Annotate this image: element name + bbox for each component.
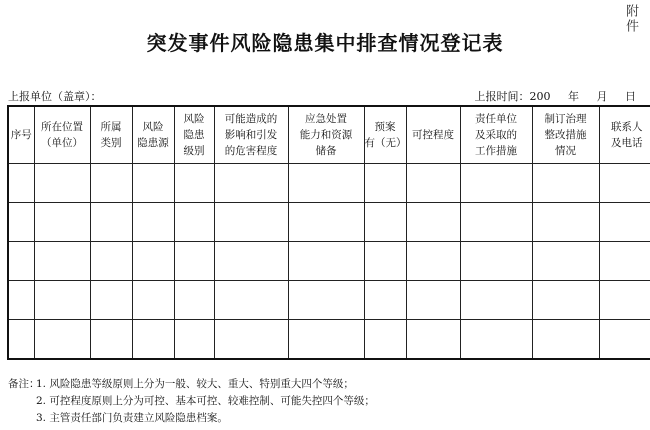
table-cell[interactable] [8,203,34,242]
month-unit: 月 [596,90,608,103]
report-time-field [475,88,636,104]
table-cell[interactable] [214,164,288,203]
table-row [8,203,650,242]
day-unit: 日 [625,90,636,103]
table-body [8,164,650,360]
table-cell[interactable] [532,281,599,320]
report-time-label: 上报时间：200 [474,90,551,103]
table-cell[interactable] [214,203,288,242]
year-unit: 年 [568,90,580,103]
header-impact: 可能造成的 影响和引发 的危害程度 [214,106,288,164]
header-serial-number: 序号 [8,106,34,164]
table-cell[interactable] [460,164,532,203]
table-cell[interactable] [174,242,214,281]
table-cell[interactable] [34,320,90,360]
note-item: 2. 可控程度原则上分为可控、基本可控、较难控制、可能失控四个等级； [36,395,375,407]
table-cell[interactable] [90,164,132,203]
table-cell[interactable] [90,242,132,281]
table-cell[interactable] [599,320,650,360]
table-header-row [8,106,650,164]
reporting-unit-label: 上报单位（盖章）： [8,90,102,103]
table-cell[interactable] [364,320,406,360]
header-contact: 联系人 及电话 [599,106,650,164]
table-cell[interactable] [174,203,214,242]
table-row [8,320,650,360]
table-cell[interactable] [599,242,650,281]
header-category: 所属 类别 [90,106,132,164]
table-cell[interactable] [174,281,214,320]
table-cell[interactable] [34,281,90,320]
header-responsible-unit: 责任单位 及采取的 工作措施 [460,106,532,164]
table-cell[interactable] [599,164,650,203]
table-cell[interactable] [214,320,288,360]
table-row [8,281,650,320]
note-item: 3. 主管责任部门负责建立风险隐患档案。 [36,412,228,424]
table-cell[interactable] [364,203,406,242]
notes-label: 备注： [8,378,40,390]
attachment-label: 附件 [623,4,638,34]
table-cell[interactable] [34,203,90,242]
table-cell[interactable] [460,320,532,360]
table-cell[interactable] [364,242,406,281]
table-cell[interactable] [132,242,174,281]
header-risk-source: 风险 隐患源 [132,106,174,164]
table-cell[interactable] [460,242,532,281]
header-plan: 预案 有（无） [364,106,406,164]
table-cell[interactable] [132,281,174,320]
table-cell[interactable] [174,320,214,360]
table-cell[interactable] [532,203,599,242]
table-cell[interactable] [90,203,132,242]
header-location: 所在位置 （单位） [34,106,90,164]
table-cell[interactable] [532,242,599,281]
table-cell[interactable] [406,203,460,242]
table-cell[interactable] [174,164,214,203]
table-cell[interactable] [8,320,34,360]
table-cell[interactable] [599,281,650,320]
table-cell[interactable] [214,242,288,281]
table-cell[interactable] [34,164,90,203]
header-risk-level: 风险 隐患 级别 [174,106,214,164]
header-response-capacity: 应急处置 能力和资源 储备 [288,106,364,164]
header-controllability: 可控程度 [406,106,460,164]
table-cell[interactable] [8,242,34,281]
table-row [8,242,650,281]
risk-register-table [7,105,650,360]
form-title: 突发事件风险隐患集中排查情况登记表 [146,31,504,55]
table-cell[interactable] [90,281,132,320]
header-remediation: 制订治理 整改措施 情况 [532,106,599,164]
table-cell[interactable] [132,203,174,242]
table-cell[interactable] [288,203,364,242]
table-row [8,164,650,203]
table-cell[interactable] [599,203,650,242]
table-cell[interactable] [288,164,364,203]
table-cell[interactable] [288,281,364,320]
table-cell[interactable] [532,320,599,360]
table-cell[interactable] [364,164,406,203]
table-cell[interactable] [8,281,34,320]
table-cell[interactable] [460,203,532,242]
table-cell[interactable] [214,281,288,320]
table-cell[interactable] [406,242,460,281]
table-cell[interactable] [460,281,532,320]
table-cell[interactable] [364,281,406,320]
note-item: 1. 风险隐患等级原则上分为一般、较大、重大、特别重大四个等级； [36,378,354,390]
notes-section [8,376,375,427]
table-cell[interactable] [90,320,132,360]
table-cell[interactable] [288,320,364,360]
table-cell[interactable] [532,164,599,203]
table-cell[interactable] [8,164,34,203]
table-cell[interactable] [132,164,174,203]
table-cell[interactable] [406,164,460,203]
table-cell[interactable] [132,320,174,360]
table-cell[interactable] [34,242,90,281]
table-cell[interactable] [406,320,460,360]
table-cell[interactable] [288,242,364,281]
table-cell[interactable] [406,281,460,320]
